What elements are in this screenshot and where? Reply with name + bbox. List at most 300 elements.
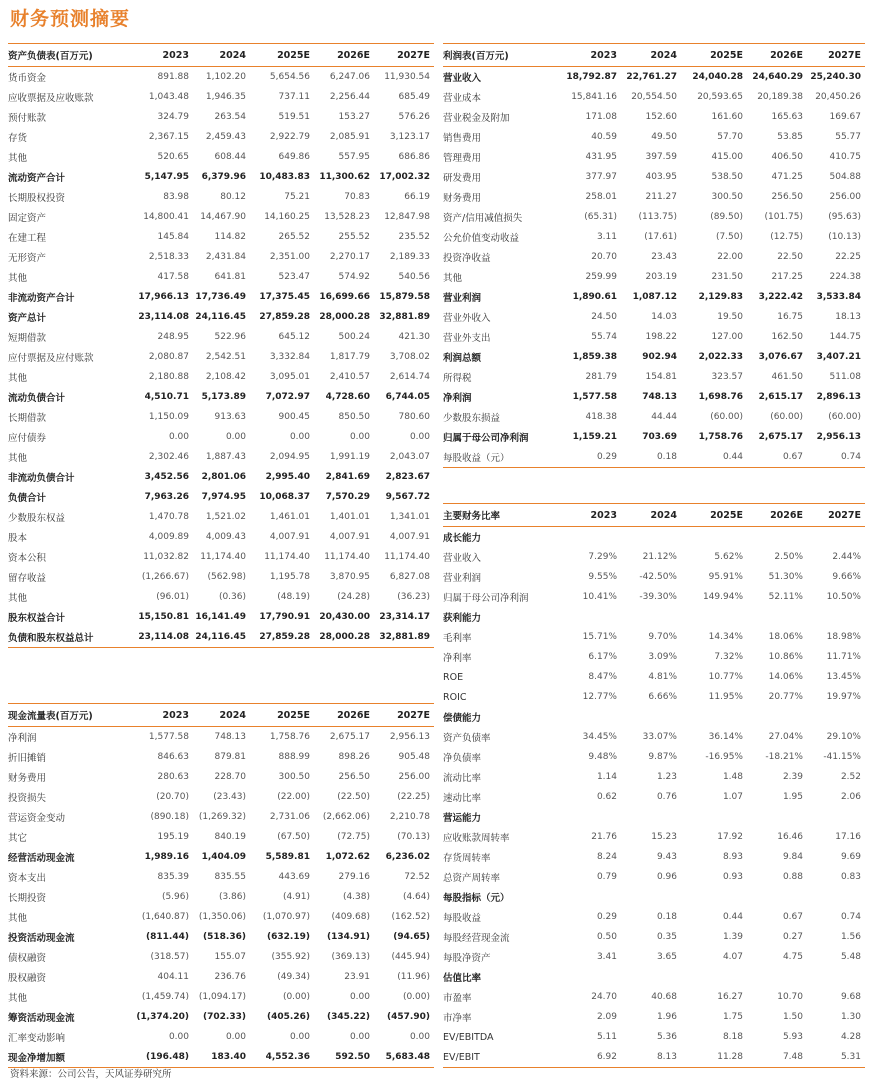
table-cell: 835.39 — [157, 872, 189, 882]
table-cell: 22.25 — [835, 252, 861, 262]
column-header: 2023 — [136, 704, 193, 727]
table-cell — [681, 967, 747, 987]
table-cell: 377.97 — [585, 172, 617, 182]
row-label: 货币资金 — [8, 73, 47, 84]
table-row — [8, 1047, 434, 1068]
row-label: 股东权益合计 — [8, 613, 66, 624]
section-label: 每股指标（元） — [443, 893, 510, 904]
table-cell: 17.92 — [717, 832, 743, 842]
table-cell: (409.68) — [331, 912, 370, 922]
table-cell: 162.50 — [771, 332, 803, 342]
table-cell: 20,554.50 — [631, 92, 677, 102]
row-label: 预付账款 — [8, 113, 47, 124]
row-label: 销售费用 — [443, 133, 482, 144]
table-cell: 608.44 — [214, 152, 246, 162]
table-cell: 1,159.21 — [572, 432, 617, 442]
table-cell: 259.99 — [585, 272, 617, 282]
table-cell: 169.67 — [829, 112, 861, 122]
table-cell: (4.38) — [342, 892, 370, 902]
row-label: 资产/信用减值损失 — [443, 213, 523, 224]
row-label: 每股收益（元） — [443, 447, 561, 468]
table-cell: (0.00) — [282, 992, 310, 1002]
table-cell — [747, 807, 807, 827]
table-row — [8, 587, 434, 607]
table-cell: -18.21% — [765, 752, 803, 762]
table-cell: 850.50 — [338, 412, 370, 422]
table-cell: 16.46 — [777, 832, 803, 842]
table-cell — [621, 887, 681, 907]
table-row — [443, 287, 865, 307]
row-label: 每股经营现金流 — [443, 933, 510, 944]
table-cell: 1,404.09 — [201, 852, 246, 862]
table-cell: (445.94) — [391, 952, 430, 962]
table-cell: 9.55% — [588, 572, 617, 582]
row-label: 非流动负债合计 — [8, 473, 75, 484]
table-title: 现金流量表(百万元) — [8, 704, 136, 727]
table-cell: 2,956.13 — [816, 432, 861, 442]
table-cell: 0.00 — [409, 432, 430, 442]
column-header: 2027E — [374, 704, 434, 727]
table-title: 资产负债表(百万元) — [8, 44, 136, 67]
table-cell: (702.33) — [203, 1012, 246, 1022]
table-cell: 520.65 — [157, 152, 189, 162]
table-row — [443, 727, 865, 747]
table-cell: 2.09 — [596, 1012, 617, 1022]
table-cell: 0.27 — [782, 932, 803, 942]
row-label: 其它 — [8, 833, 28, 844]
table-cell: 1.23 — [656, 772, 677, 782]
table-row — [8, 87, 434, 107]
table-cell: 66.19 — [404, 192, 430, 202]
table-cell: 10.41% — [582, 592, 617, 602]
table-row — [8, 467, 434, 487]
table-cell: 2.52 — [840, 772, 861, 782]
table-cell: 0.00 — [289, 1032, 310, 1042]
table-cell: 2,256.44 — [329, 92, 370, 102]
table-cell: 211.27 — [645, 192, 677, 202]
table-cell: 5,589.81 — [265, 852, 310, 862]
table-cell: (318.57) — [150, 952, 189, 962]
table-row — [8, 867, 434, 887]
table-cell: 265.52 — [278, 232, 310, 242]
table-cell: 3.41 — [596, 952, 617, 962]
row-label: 研发费用 — [443, 173, 482, 184]
table-cell: 592.50 — [314, 1047, 374, 1068]
table-row — [443, 827, 865, 847]
table-cell: 2,995.40 — [265, 472, 310, 482]
table-cell: 256.50 — [771, 192, 803, 202]
table-row — [8, 227, 434, 247]
table-cell: 231.50 — [711, 272, 743, 282]
table-cell: 13.45% — [826, 672, 861, 682]
row-label: 利润总额 — [443, 353, 482, 364]
row-label: 每股净资产 — [443, 953, 491, 964]
table-cell: 34.45% — [582, 732, 617, 742]
table-row — [8, 147, 434, 167]
table-cell — [747, 707, 807, 727]
table-cell: (1,374.20) — [136, 1012, 189, 1022]
table-cell: (20.70) — [156, 792, 189, 802]
row-label: 营运资金变动 — [8, 813, 66, 824]
table-cell: 4.75 — [782, 952, 803, 962]
table-cell: 2,801.06 — [201, 472, 246, 482]
table-cell — [807, 527, 865, 548]
table-cell: 846.63 — [157, 752, 189, 762]
table-cell: 3,222.42 — [758, 292, 803, 302]
table-row — [443, 947, 865, 967]
table-cell — [747, 527, 807, 548]
table-row — [443, 127, 865, 147]
table-cell: 403.95 — [645, 172, 677, 182]
table-cell: 902.94 — [642, 352, 677, 362]
table-row — [8, 787, 434, 807]
table-cell: 1,887.43 — [205, 452, 246, 462]
section-header-row — [443, 887, 865, 907]
table-cell — [561, 607, 621, 627]
table-cell: 1,102.20 — [205, 72, 246, 82]
table-cell: 2,270.17 — [329, 252, 370, 262]
table-row — [8, 847, 434, 867]
table-cell: 11,174.40 — [264, 552, 310, 562]
table-header-row — [443, 44, 865, 67]
table-cell: (457.90) — [387, 1012, 430, 1022]
table-cell: 80.12 — [220, 192, 246, 202]
row-label: 市盈率 — [443, 993, 472, 1004]
table-cell: 0.00 — [168, 1032, 189, 1042]
table-row — [443, 327, 865, 347]
table-cell: 2,210.78 — [389, 812, 430, 822]
row-label: 其他 — [8, 593, 28, 604]
table-row — [8, 267, 434, 287]
table-cell: 152.60 — [645, 112, 677, 122]
table-cell: 5,683.48 — [374, 1047, 434, 1068]
table-cell: 0.00 — [349, 1032, 370, 1042]
table-row — [443, 307, 865, 327]
table-row — [8, 107, 434, 127]
table-cell: 2.44% — [832, 552, 861, 562]
table-cell: 72.52 — [404, 872, 430, 882]
table-cell: 11,174.40 — [324, 552, 370, 562]
table-cell: 2,841.69 — [325, 472, 370, 482]
table-row — [8, 607, 434, 627]
row-label: 其他 — [8, 373, 28, 384]
table-cell: 161.60 — [711, 112, 743, 122]
table-cell: 888.99 — [278, 752, 310, 762]
table-cell: 1.96 — [656, 1012, 677, 1022]
table-cell: 2,094.95 — [269, 452, 310, 462]
table-cell: 410.75 — [829, 152, 861, 162]
table-cell: 1,470.78 — [148, 512, 189, 522]
table-cell: 840.19 — [214, 832, 246, 842]
table-cell: 0.76 — [656, 792, 677, 802]
column-header: 2024 — [193, 44, 250, 67]
table-row — [8, 807, 434, 827]
table-row — [8, 627, 434, 648]
table-cell: 0.93 — [722, 872, 743, 882]
table-cell: 22,761.27 — [626, 72, 677, 82]
table-cell: 0.00 — [349, 432, 370, 442]
table-cell: 2,615.17 — [758, 392, 803, 402]
table-cell: 2,823.67 — [385, 472, 430, 482]
table-cell: 2,367.15 — [148, 132, 189, 142]
table-cell — [681, 707, 747, 727]
column-header: 2026E — [747, 504, 807, 527]
table-row — [8, 427, 434, 447]
table-cell: 127.00 — [711, 332, 743, 342]
table-cell: 0.35 — [656, 932, 677, 942]
table-cell: 1.56 — [840, 932, 861, 942]
table-cell: 1,195.78 — [269, 572, 310, 582]
column-header: 2023 — [561, 44, 621, 67]
table-cell: 14,800.41 — [143, 212, 189, 222]
row-label: 资本支出 — [8, 873, 47, 884]
table-cell: 2,675.17 — [758, 432, 803, 442]
table-cell: 40.68 — [651, 992, 677, 1002]
table-cell: 5.93 — [782, 1032, 803, 1042]
table-cell: 14,467.90 — [200, 212, 246, 222]
table-cell — [681, 607, 747, 627]
table-cell: (162.52) — [391, 912, 430, 922]
section-header-row — [443, 707, 865, 727]
table-cell: (60.00) — [828, 412, 861, 422]
table-cell: 641.81 — [214, 272, 246, 282]
column-header: 2023 — [561, 504, 621, 527]
row-label: 每股收益 — [443, 913, 482, 924]
table-row — [8, 407, 434, 427]
table-row — [8, 347, 434, 367]
table-cell: 10,068.37 — [259, 492, 310, 502]
table-cell: 7.29% — [588, 552, 617, 562]
table-cell: 9.70% — [648, 632, 677, 642]
table-cell: (1,269.32) — [198, 812, 246, 822]
row-label: 少数股东权益 — [8, 513, 66, 524]
table-cell: 5.36 — [656, 1032, 677, 1042]
table-cell: (369.13) — [331, 952, 370, 962]
table-row — [8, 567, 434, 587]
table-cell: 0.62 — [596, 792, 617, 802]
table-cell: 1,991.19 — [329, 452, 370, 462]
table-cell: 5.62% — [714, 552, 743, 562]
table-cell: (17.61) — [644, 232, 677, 242]
row-label: 净利润 — [8, 733, 37, 744]
table-row — [443, 367, 865, 387]
table-cell: 10,483.83 — [259, 172, 310, 182]
row-label: 负债合计 — [8, 493, 47, 504]
table-cell: 3,123.17 — [389, 132, 430, 142]
column-header: 2027E — [807, 504, 865, 527]
table-cell: 5,147.95 — [144, 172, 189, 182]
row-label: 股权融资 — [8, 973, 47, 984]
section-label: 获利能力 — [443, 613, 482, 624]
table-cell: 24,640.29 — [752, 72, 803, 82]
row-label: 所得税 — [443, 373, 472, 384]
table-cell: 4,007.91 — [329, 532, 370, 542]
table-cell: 3,332.84 — [269, 352, 310, 362]
table-cell — [561, 707, 621, 727]
table-cell: 504.88 — [829, 172, 861, 182]
table-cell: 3.09% — [648, 652, 677, 662]
table-row — [8, 987, 434, 1007]
table-cell: 3,407.21 — [816, 352, 861, 362]
row-label: 应付票据及应付账款 — [8, 353, 94, 364]
table-row — [443, 1007, 865, 1027]
row-label: 资本公积 — [8, 553, 47, 564]
table-row — [443, 867, 865, 887]
section-header-row — [443, 527, 865, 548]
financial-ratios-table — [443, 503, 865, 1068]
table-cell: 32,881.89 — [374, 627, 434, 648]
table-row — [443, 187, 865, 207]
table-cell: 2,043.07 — [389, 452, 430, 462]
table-cell — [747, 887, 807, 907]
table-cell: (5.96) — [161, 892, 189, 902]
table-cell: 21.76 — [591, 832, 617, 842]
table-row — [8, 287, 434, 307]
table-cell: 280.63 — [157, 772, 189, 782]
table-cell: 540.56 — [398, 272, 430, 282]
table-cell: (0.36) — [218, 592, 246, 602]
table-cell: 1,946.35 — [205, 92, 246, 102]
table-cell — [621, 707, 681, 727]
table-cell — [747, 967, 807, 987]
table-cell: (70.13) — [397, 832, 430, 842]
table-cell: (345.22) — [327, 1012, 370, 1022]
row-label: 管理费用 — [443, 153, 482, 164]
row-label: 存货周转率 — [443, 853, 491, 864]
table-cell: 256.50 — [338, 772, 370, 782]
table-cell: 0.00 — [289, 432, 310, 442]
table-header-row — [8, 44, 434, 67]
table-cell: 51.30% — [768, 572, 803, 582]
table-row — [8, 167, 434, 187]
table-cell: 397.59 — [645, 152, 677, 162]
table-cell: 2,302.46 — [148, 452, 189, 462]
row-label: 存货 — [8, 133, 28, 144]
section-label: 偿债能力 — [443, 713, 482, 724]
table-cell: 1,817.79 — [329, 352, 370, 362]
table-cell: (1,350.06) — [198, 912, 246, 922]
table-cell: 155.07 — [214, 952, 246, 962]
row-label: 投资损失 — [8, 793, 47, 804]
table-row — [443, 107, 865, 127]
table-row — [8, 727, 434, 748]
table-cell: 11.71% — [826, 652, 861, 662]
table-cell: 23.43 — [651, 252, 677, 262]
table-cell: 0.00 — [225, 432, 246, 442]
table-cell: (1,640.87) — [141, 912, 189, 922]
table-cell: 0.44 — [681, 447, 747, 468]
table-cell: 2.39 — [782, 772, 803, 782]
table-cell: 3,076.67 — [758, 352, 803, 362]
table-cell: 23.91 — [344, 972, 370, 982]
table-row — [8, 1027, 434, 1047]
table-cell — [807, 707, 865, 727]
row-label: 市净率 — [443, 1013, 472, 1024]
row-label: 短期借款 — [8, 333, 47, 344]
table-cell: (65.31) — [584, 212, 617, 222]
table-cell: 4,007.91 — [269, 532, 310, 542]
table-cell: 6.92 — [561, 1047, 621, 1068]
table-cell: 0.79 — [596, 872, 617, 882]
row-label: 筹资活动现金流 — [8, 1013, 75, 1024]
table-cell: 9.87% — [648, 752, 677, 762]
table-cell: 195.19 — [157, 832, 189, 842]
row-label: 在建工程 — [8, 233, 47, 244]
row-label: 营业税金及附加 — [443, 113, 510, 124]
table-cell: -42.50% — [639, 572, 677, 582]
table-cell — [621, 527, 681, 548]
page-title: 财务预测摘要 — [10, 8, 131, 30]
table-cell: 15,841.16 — [571, 92, 617, 102]
table-cell: 4,728.60 — [325, 392, 370, 402]
row-label: 经营活动现金流 — [8, 853, 75, 864]
table-cell — [621, 607, 681, 627]
table-cell — [747, 607, 807, 627]
row-label: 应收票据及应收账款 — [8, 93, 94, 104]
table-row — [8, 187, 434, 207]
table-cell — [807, 807, 865, 827]
table-cell: 9.66% — [832, 572, 861, 582]
row-label: 净利润 — [443, 393, 472, 404]
row-label: 营业外支出 — [443, 333, 491, 344]
row-label: 财务费用 — [8, 773, 47, 784]
table-cell: (196.48) — [136, 1047, 193, 1068]
row-label: 速动比率 — [443, 793, 482, 804]
table-cell: 236.76 — [214, 972, 246, 982]
table-cell: 256.00 — [829, 192, 861, 202]
section-label: 成长能力 — [443, 533, 482, 544]
table-row — [443, 207, 865, 227]
table-cell: 835.55 — [214, 872, 246, 882]
table-cell — [621, 807, 681, 827]
table-cell: 2,351.00 — [269, 252, 310, 262]
row-label: 营业收入 — [443, 73, 482, 84]
table-cell: 574.92 — [338, 272, 370, 282]
column-header: 2025E — [250, 704, 314, 727]
table-cell: 11,032.82 — [143, 552, 189, 562]
table-cell: 9.68 — [840, 992, 861, 1002]
table-cell: (24.28) — [337, 592, 370, 602]
table-cell: -16.95% — [705, 752, 743, 762]
table-cell: 11,300.62 — [319, 172, 370, 182]
table-cell: 53.85 — [777, 132, 803, 142]
row-label: 应收账款周转率 — [443, 833, 510, 844]
table-cell: 171.08 — [585, 112, 617, 122]
table-cell: 4,510.71 — [144, 392, 189, 402]
table-cell: 23,114.08 — [138, 312, 189, 322]
table-cell: 2,085.91 — [329, 132, 370, 142]
table-cell: 5.11 — [596, 1032, 617, 1042]
table-row — [443, 447, 865, 468]
table-row — [443, 87, 865, 107]
table-cell: 4.81% — [648, 672, 677, 682]
column-header: 2024 — [621, 44, 681, 67]
table-cell: 256.00 — [398, 772, 430, 782]
table-cell: 20,450.26 — [815, 92, 861, 102]
table-cell: 8.13 — [621, 1047, 681, 1068]
table-cell: 248.95 — [157, 332, 189, 342]
table-row — [443, 407, 865, 427]
table-cell: 16.27 — [717, 992, 743, 1002]
row-label: 其他 — [8, 913, 28, 924]
table-cell: 0.74 — [807, 447, 865, 468]
table-cell: 15.23 — [651, 832, 677, 842]
table-cell: 17,790.91 — [259, 612, 310, 622]
table-cell: 10.86% — [768, 652, 803, 662]
table-cell: 203.19 — [645, 272, 677, 282]
table-cell — [561, 967, 621, 987]
table-cell: 461.50 — [771, 372, 803, 382]
